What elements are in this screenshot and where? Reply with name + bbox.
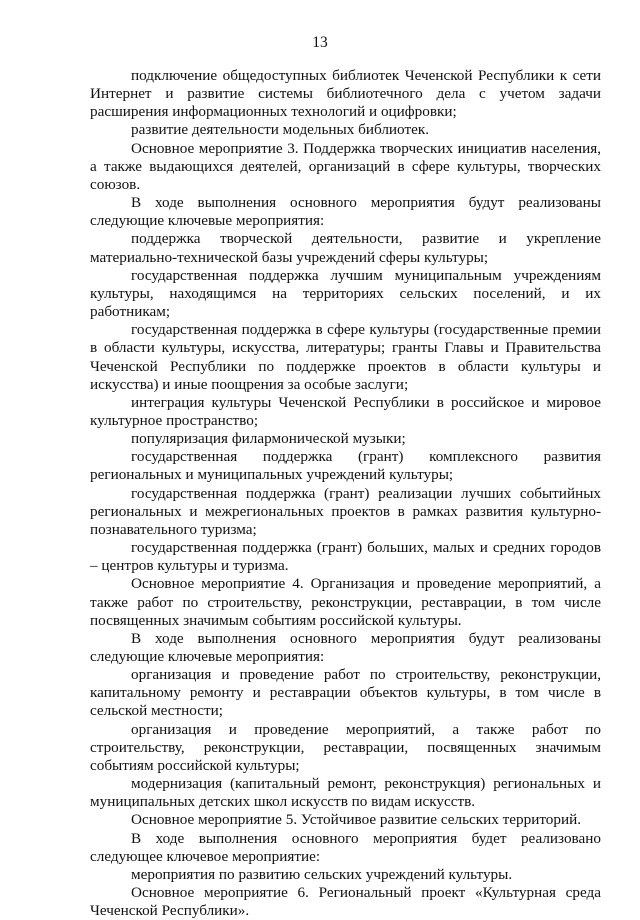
paragraph: В ходе выполнения основного мероприятия будет реализовано следующее ключевое мероприятие: bbox=[90, 829, 601, 865]
paragraph: Основное мероприятие 5. Устойчивое развитие сельских территорий. bbox=[131, 811, 582, 829]
paragraph: модернизация (капитальный ремонт, реконструкция) региональных и муниципальных детских школ искусств по видам искусств. bbox=[90, 775, 601, 811]
paragraph: подключение общедоступных библиотек Чеченской Республики к сети Интернет и развитие системы библиотечного дела с учетом задачи расширения информационных технологий и оцифровки; bbox=[90, 67, 601, 121]
paragraph: государственная поддержка в сфере культуры (государственные премии в области культуры, искусства, литературы; гранты Главы и Правительства Чеченской Республики по поддержке проектов в области культуры и искусства) и иные поощрения за особые заслуги; bbox=[90, 321, 601, 393]
paragraph: организация и проведение работ по строительству, реконструкции, капитальному ремонту и реставрации объектов культуры, в том числе в сельской местности; bbox=[90, 666, 601, 720]
paragraph: интеграция культуры Чеченской Республики в российское и мировое культурное пространство; bbox=[90, 393, 601, 429]
paragraph: поддержка творческой деятельности, развитие и укрепление материально-технической базы учреждений сферы культуры; bbox=[90, 230, 601, 266]
paragraph: Основное мероприятие 6. Региональный проект «Культурная среда Чеченской Республики». bbox=[90, 884, 601, 920]
paragraph: государственная поддержка (грант) реализации лучших событийных региональных и межрегиональных проектов в рамках развития культурно-познавательного туризма; bbox=[90, 484, 601, 538]
paragraph: Основное мероприятие 3. Поддержка творческих инициатив населения, а также выдающихся деятелей, организаций в сфере культуры, творческих союзов. bbox=[90, 139, 601, 193]
paragraph: В ходе выполнения основного мероприятия будут реализованы следующие ключевые мероприятия: bbox=[90, 629, 601, 665]
page-number: 13 bbox=[312, 34, 328, 51]
paragraph: Основное мероприятие 4. Организация и проведение мероприятий, а также работ по строительству, реконструкции, реставрации, в том числе посвященных значимым событиям российской культуры. bbox=[90, 575, 601, 629]
document-body bbox=[90, 67, 601, 920]
paragraph: государственная поддержка (грант) больших, малых и средних городов – центров культуры и туризма. bbox=[90, 539, 601, 575]
paragraph: популяризация филармонической музыки; bbox=[131, 430, 406, 448]
paragraph: мероприятия по развитию сельских учреждений культуры. bbox=[131, 865, 513, 883]
paragraph: государственная поддержка (грант) комплексного развития региональных и муниципальных учреждений культуры; bbox=[90, 448, 601, 484]
paragraph: развитие деятельности модельных библиотек. bbox=[131, 121, 429, 139]
paragraph: государственная поддержка лучшим муниципальным учреждениям культуры, находящимся на территориях сельских поселений, и их работникам; bbox=[90, 266, 601, 321]
paragraph: организация и проведение мероприятий, а также работ по строительству, реконструкции, реставрации, посвященных значимым событиям российской культуры; bbox=[90, 720, 601, 774]
paragraph: В ходе выполнения основного мероприятия будут реализованы следующие ключевые мероприятия: bbox=[90, 194, 601, 230]
